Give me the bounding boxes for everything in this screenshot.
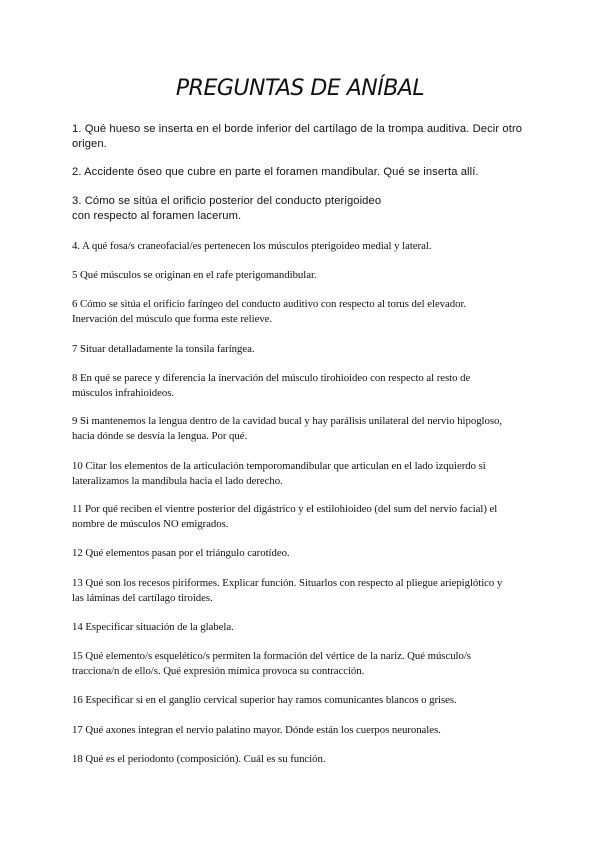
question-14 <box>72 620 532 635</box>
question-line: 10 Citar los elementos de la articulación temporomandibular que articulan en el lado izquierdo si <box>72 460 486 472</box>
page-title: PREGUNTAS DE ANÍBAL <box>175 76 425 101</box>
question-line: 17 Qué axones integran el nervio palatino mayor. Dónde están los cuerpos neuronales. <box>72 724 441 736</box>
question-15 <box>72 649 532 679</box>
question-line: 6 Cómo se sitúa el orificio faríngeo del conducto auditivo con respecto al torus del elevador. <box>72 298 467 310</box>
question-1 <box>72 122 532 152</box>
question-2 <box>72 165 532 180</box>
question-8 <box>72 371 532 401</box>
question-9 <box>72 414 532 444</box>
question-line: lateralizamos la mandíbula hacia el lado derecho. <box>72 475 283 487</box>
question-line: 16 Especificar si en el ganglio cervical superior hay ramos comunicantes blancos o grises. <box>72 694 457 706</box>
question-line: Inervación del músculo que forma este relieve. <box>72 313 273 325</box>
question-3 <box>72 194 532 224</box>
question-7 <box>72 342 532 357</box>
question-line: músculos infrahioideos. <box>72 387 175 399</box>
question-line: nombre de músculos NO emigrados. <box>72 518 229 530</box>
question-line: 18 Qué es el periodonto (composición). Cuál es su función. <box>72 753 326 765</box>
question-17 <box>72 723 532 738</box>
question-line: 15 Qué elemento/s esquelético/s permiten la formación del vértice de la nariz. Qué músculo/s <box>72 650 471 662</box>
question-5 <box>72 268 532 283</box>
question-12 <box>72 546 532 561</box>
question-16 <box>72 693 532 708</box>
question-line: origen. <box>72 138 107 150</box>
question-11 <box>72 502 532 532</box>
question-line: hacia dónde se desvía la lengua. Por qué. <box>72 430 248 442</box>
question-13 <box>72 576 532 606</box>
question-line: 2. Accidente óseo que cubre en parte el foramen mandibular. Qué se inserta allí. <box>72 166 479 178</box>
question-line: 1. Qué hueso se inserta en el borde inferior del cartílago de la trompa auditiva. Decir otro <box>72 123 523 135</box>
question-line: 11 Por qué reciben el vientre posterior del digástrico y el estilohioideo (del sum del nervio facial) el <box>72 503 498 515</box>
question-6 <box>72 297 532 327</box>
question-line: las láminas del cartílago tiroides. <box>72 592 213 604</box>
question-line: 13 Qué son los recesos piriformes. Explicar función. Situarlos con respecto al pliegue ariepiglótico y <box>72 577 503 589</box>
question-line: 7 Situar detalladamente la tonsila faríngea. <box>72 343 255 355</box>
question-line: 14 Especificar situación de la glabela. <box>72 621 234 633</box>
question-line: con respecto al foramen lacerum. <box>72 210 242 222</box>
question-line: 4. A qué fosa/s craneofacial/es pertenecen los músculos pterigoideo medial y lateral. <box>72 240 432 252</box>
question-18 <box>72 752 532 767</box>
question-line: 12 Qué elementos pasan por el triángulo carotídeo. <box>72 547 290 559</box>
question-line: 8 En qué se parece y diferencia la inervación del músculo tirohioideo con respecto al resto de <box>72 372 471 384</box>
question-4 <box>72 239 532 254</box>
question-line: 5 Qué músculos se originan en el rafe pterigomandibular. <box>72 269 317 281</box>
question-10 <box>72 459 532 489</box>
question-line: 9 Si mantenemos la lengua dentro de la cavidad bucal y hay parálisis unilateral del nervio hipogloso, <box>72 415 503 427</box>
question-line: tracciona/n de ello/s. Qué expresión mímica provoca su contracción. <box>72 665 365 677</box>
question-line: 3. Cómo se sitúa el orificio posterior del conducto pterigoideo <box>72 195 382 207</box>
